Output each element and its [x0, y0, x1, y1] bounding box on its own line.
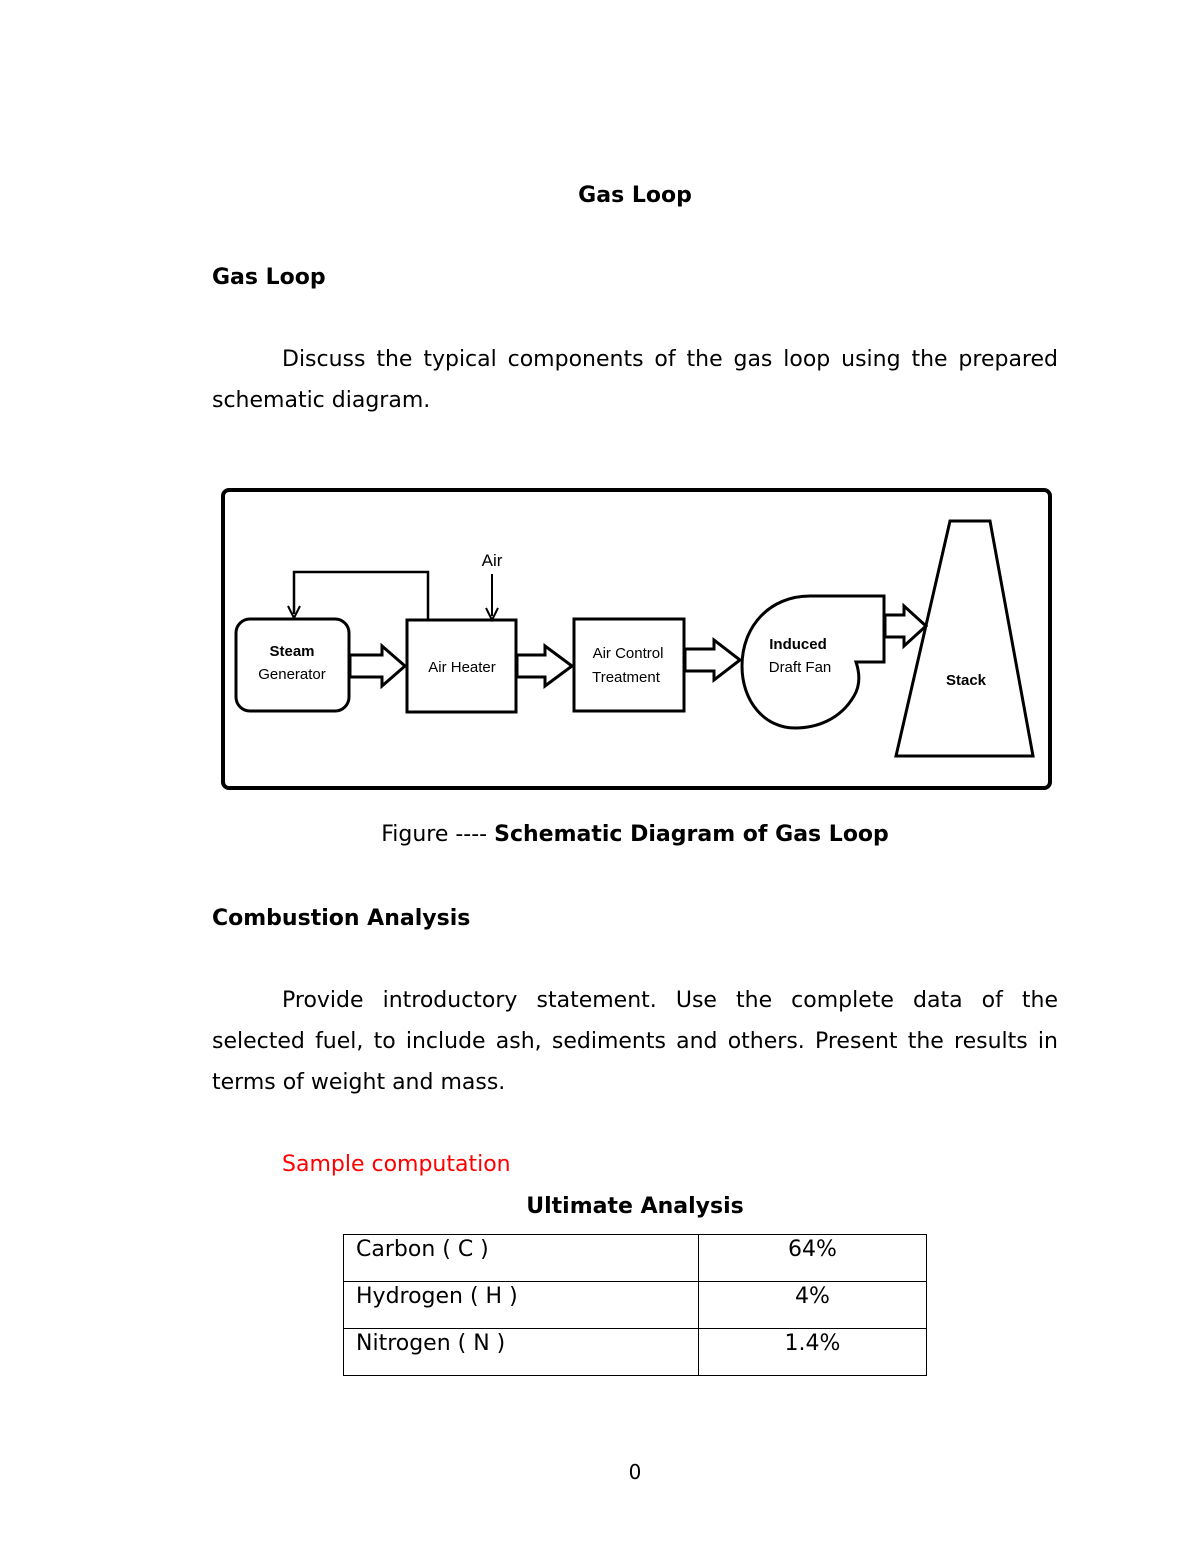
table-row — [344, 1235, 927, 1282]
flow-arrow-3 — [685, 640, 740, 680]
steam-generator-box — [236, 619, 349, 711]
diagram-frame — [223, 490, 1050, 788]
table-cell-value: 64% — [699, 1235, 927, 1282]
table-title: Ultimate Analysis — [526, 1194, 744, 1219]
combustion-analysis-paragraph: Provide introductory statement. Use the complete data of the selected fuel, to include ash, sediments and others. Present the results in terms of weight and mass. — [212, 988, 1058, 1095]
figure-caption — [0, 822, 1200, 847]
air-control-label-1: Air Control — [592, 645, 664, 662]
table-row — [344, 1329, 927, 1376]
steam-generator-label-1: Steam — [269, 643, 315, 660]
figure-caption-prefix: Figure ---- — [381, 822, 495, 847]
air-input-label: Air — [481, 551, 503, 570]
flow-arrow-2 — [517, 646, 572, 686]
page-number: 0 — [628, 1460, 642, 1484]
table-row — [344, 1282, 927, 1329]
ultimate-analysis-table — [343, 1234, 927, 1376]
section-heading-gas-loop: Gas Loop — [212, 265, 326, 290]
feedback-line — [294, 572, 428, 620]
table-cell-value: 4% — [699, 1282, 927, 1329]
gas-loop-paragraph: Discuss the typical components of the gas loop using the prepared schematic diagram. — [212, 347, 1058, 413]
figure-caption-title: Schematic Diagram of Gas Loop — [494, 822, 889, 847]
flow-arrow-1 — [350, 646, 405, 686]
section-heading-combustion-analysis: Combustion Analysis — [212, 906, 471, 931]
table-cell-element: Nitrogen ( N ) — [344, 1329, 699, 1376]
table-cell-value: 1.4% — [699, 1329, 927, 1376]
gas-loop-schematic — [220, 486, 1054, 792]
air-control-treatment-box — [574, 619, 684, 711]
stack-shape — [896, 521, 1033, 756]
sample-computation-label: Sample computation — [282, 1152, 511, 1177]
steam-generator-label-2: Generator — [258, 666, 326, 683]
flow-arrow-4 — [885, 606, 926, 646]
fan-label-2: Draft Fan — [768, 659, 832, 676]
page-title: Gas Loop — [578, 183, 692, 208]
air-control-label-2: Treatment — [592, 669, 660, 686]
table-cell-element: Carbon ( C ) — [344, 1235, 699, 1282]
table-cell-element: Hydrogen ( H ) — [344, 1282, 699, 1329]
stack-label: Stack — [945, 672, 987, 689]
fan-label-1: Induced — [769, 636, 827, 653]
air-heater-label: Air Heater — [428, 659, 496, 676]
